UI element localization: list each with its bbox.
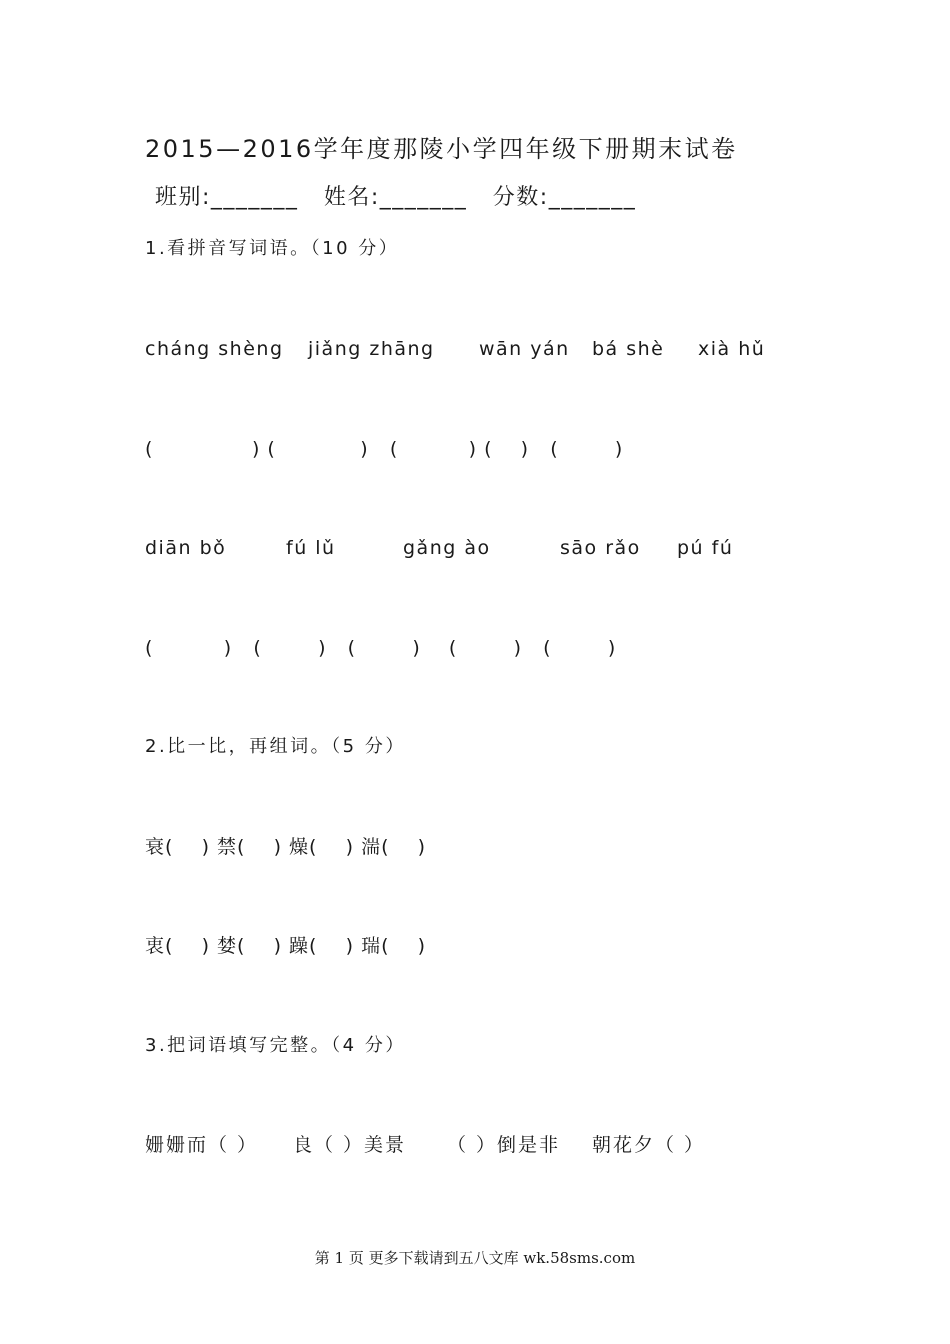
question-2-heading: 2.比一比，再组词。（5 分） [145,736,406,757]
student-info-line: 班别:_______ 姓名:_______ 分数:_______ [155,185,637,210]
q2-compare-row-2: 衷( ) 婪( ) 躁( ) 瑞( ) [145,935,427,957]
idiom-item: 姗姗而（ ） [145,1134,259,1156]
pinyin-item: xià hǔ [698,338,766,360]
idiom-item: 良（ ）美景 [293,1134,407,1156]
pinyin-item: cháng shèng [145,338,284,360]
pinyin-item: sāo rǎo [560,537,641,559]
idiom-item: （ ）倒是非 [447,1134,561,1156]
q2-compare-row-1: 衰( ) 禁( ) 燥( ) 湍( ) [145,836,427,858]
pinyin-item: pú fú [677,537,734,559]
pinyin-item: diān bǒ [145,537,227,559]
page-footer: 第 1 页 更多下载请到五八文库 wk.58sms.com [314,1249,636,1267]
pinyin-item: jiǎng zhāng [308,338,435,360]
pinyin-item: gǎng ào [403,537,491,559]
pinyin-item: wān yán [479,338,570,360]
exam-title: 2015—2016学年度那陵小学四年级下册期末试卷 [145,135,738,163]
idiom-item: 朝花夕（ ） [592,1134,706,1156]
question-3-heading: 3.把词语填写完整。（4 分） [145,1035,406,1056]
question-1-heading: 1.看拼音写词语。（10 分） [145,238,400,259]
pinyin-item: fú lǔ [286,537,336,559]
q1-answer-blanks-row-2: ( ) ( ) ( ) ( ) ( ) [145,637,617,659]
q1-answer-blanks-row-1: ( ) ( ) ( ) ( ) ( ) [145,438,624,460]
pinyin-item: bá shè [592,338,665,360]
